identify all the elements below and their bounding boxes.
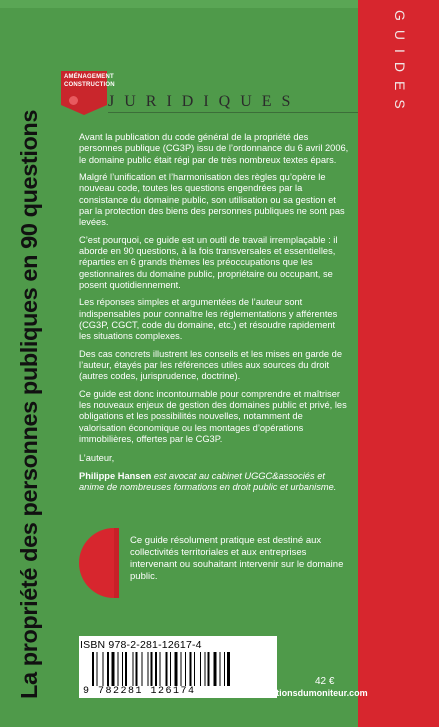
author-bio: est avocat au cabinet UGGC&associés et anime de nombreuses formations en droit public et urbanisme. — [79, 470, 337, 493]
paragraph: Les réponses simples et argumentées de l’auteur sont indispensables pour connaître les réglementations y afférentes (CG3P, CGCT, code du domaine, etc.) et résoudre rapidement les situations complexes. — [79, 297, 338, 342]
spine-title: La propriété des personnes publiques en 90 questions — [16, 109, 42, 699]
author-name: Philippe Hansen — [79, 470, 152, 481]
paragraph: Ce guide est donc incontournable pour comprendre et maîtriser les nouveaux enjeux de gestion des domaines public et privé, les obligations et les possibilités nouvelles, notamment de valorisation économique ou les montages d’opérations immobilières, offertes par le CG3P. — [79, 388, 347, 445]
author-info — [79, 471, 349, 494]
isbn: ISBN 978-2-281-12617-4 — [80, 639, 202, 651]
badge-arrow-icon — [61, 105, 107, 115]
callout-text: Ce guide résolument pratique est destiné aux collectivités territoriales et aux entreprises intervenant ou souhaitant intervenir sur le domaine public. — [130, 535, 344, 582]
series-label: GUIDES — [392, 10, 408, 118]
paragraph: C’est pourquoi, ce guide est un outil de travail irremplaçable : il aborde en 90 questions, à la fois transversales et essentielles, réparties en 6 grands thèmes les préoccupations que les gestionnaires du domaine public, propriétaire ou occupant, se posent quotidiennement. — [79, 234, 338, 290]
badge-line-2: CONSTRUCTION — [64, 82, 115, 88]
barcode-icon — [90, 652, 270, 686]
badge-dot-icon — [69, 96, 78, 105]
author-label: L’auteur, — [79, 453, 115, 464]
barcode-number: 9 782281 126174 — [83, 686, 196, 697]
paragraph: Avant la publication du code général de la propriété des personnes publique (CG3P) issu de l’ordonnance du 6 avril 2006, le domaine public était régi par de très nombreux textes épars. — [79, 132, 349, 165]
blurb — [79, 132, 349, 500]
collection-label: JURIDIQUES — [108, 93, 301, 110]
price: 42 € — [315, 676, 335, 687]
paragraph: Des cas concrets illustrent les conseils et les mises en garde de l’auteur, étayés par les références utiles aux sources du droit (autres codes, jurisprudence, doctrine). — [79, 348, 343, 382]
publisher-website: www.editionsdumoniteur.com — [240, 688, 368, 698]
divider — [108, 112, 358, 113]
category-badge — [61, 71, 115, 105]
paragraph: Malgré l’unification et l’harmonisation des règles qu’opère le nouveau code, toutes les questions engendrées par la consistance du domaine public, son utilisation ou sa gestion et par la protection des biens des personnes publiques ne sont pas levées. — [79, 172, 345, 228]
top-strip — [0, 0, 358, 8]
badge-line-1: AMÉNAGEMENT — [64, 74, 114, 80]
